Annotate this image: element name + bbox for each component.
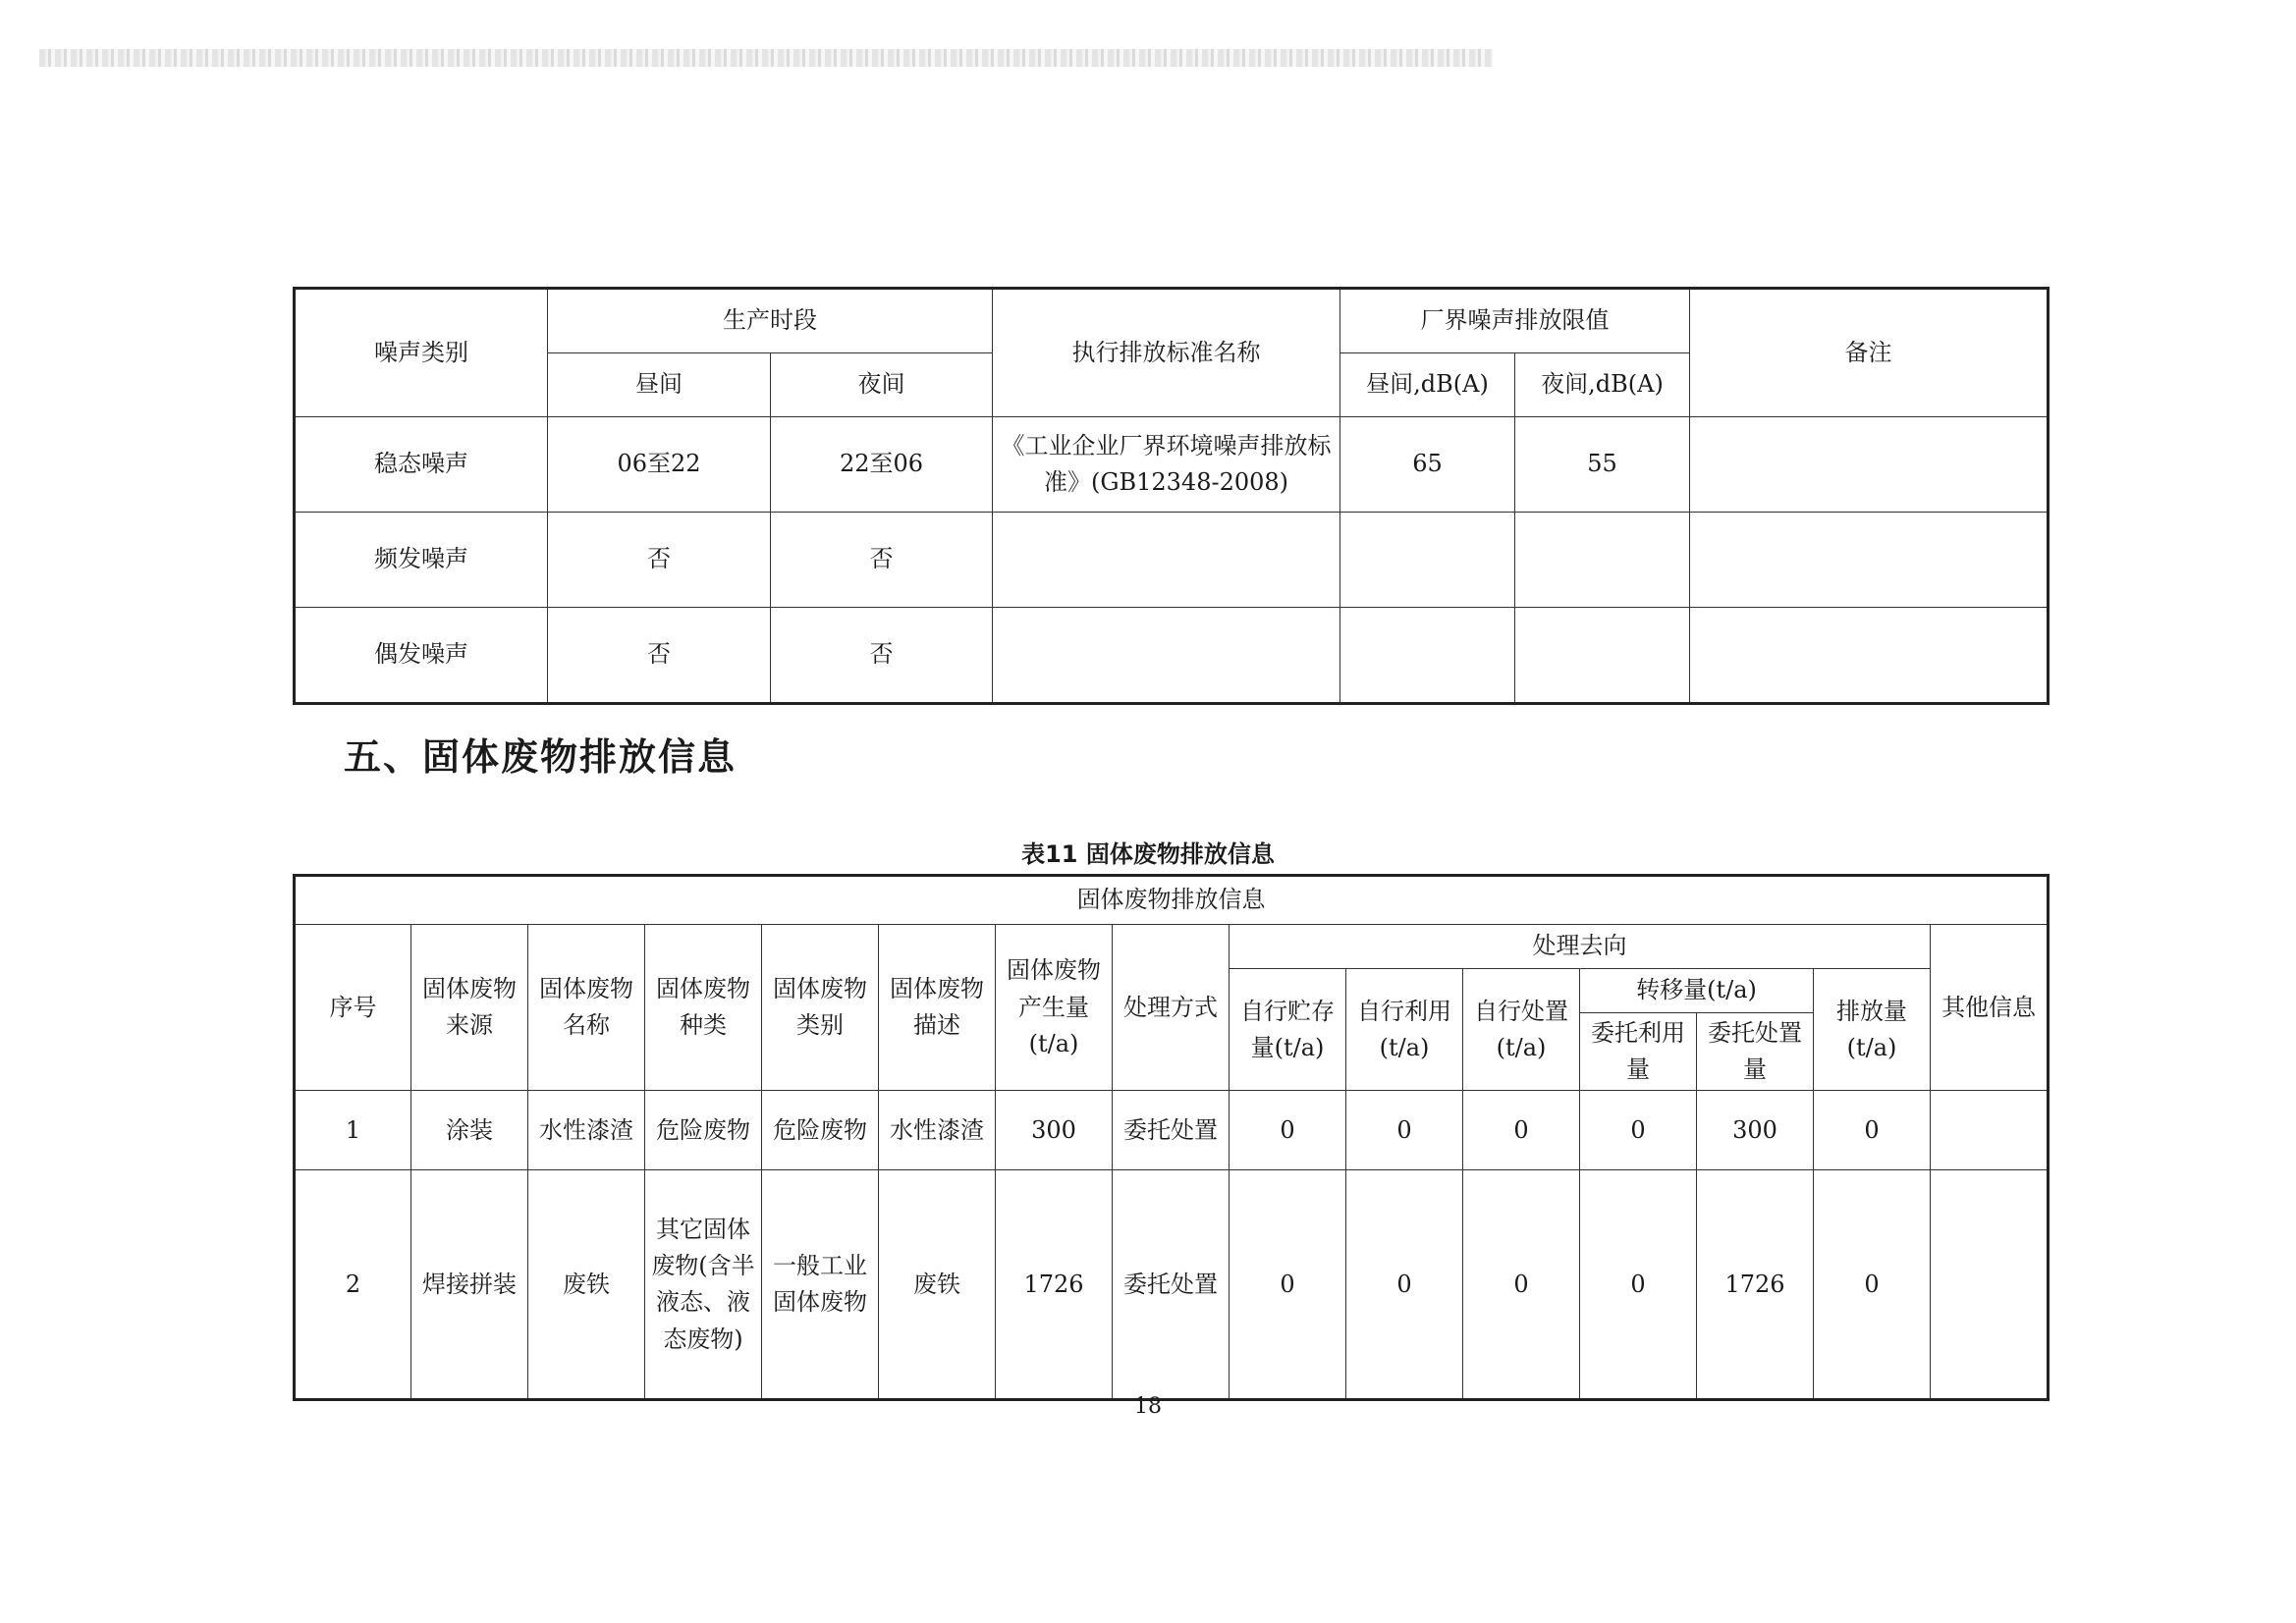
page-number: 18 <box>1134 1394 1162 1419</box>
method-cell: 委托处置 <box>1113 1170 1230 1400</box>
night-period-cell: 否 <box>771 513 993 608</box>
night-limit-cell <box>1515 513 1690 608</box>
entrusted-disposal-cell: 300 <box>1697 1091 1814 1170</box>
category-cell: 危险废物 <box>762 1091 879 1170</box>
emission-cell: 0 <box>1814 1091 1931 1170</box>
name-cell: 水性漆渣 <box>528 1091 645 1170</box>
standard-cell <box>993 513 1340 608</box>
day-period-cell: 否 <box>548 513 771 608</box>
table-row <box>295 417 2049 513</box>
standard-cell <box>993 608 1340 704</box>
other-cell <box>1931 1170 2049 1400</box>
scan-artifact-top <box>39 49 1493 67</box>
night-limit-cell: 55 <box>1515 417 1690 513</box>
table-caption: 表11 固体废物排放信息 <box>1021 840 1275 868</box>
description-cell: 水性漆渣 <box>879 1091 996 1170</box>
noise-category-cell: 稳态噪声 <box>295 417 548 513</box>
day-limit-cell <box>1340 608 1515 704</box>
amount-cell: 300 <box>996 1091 1113 1170</box>
table-row <box>295 1091 2049 1170</box>
section-heading: 五、固体废物排放信息 <box>344 735 738 779</box>
table-row <box>295 513 2049 608</box>
entrusted-disposal-cell: 1726 <box>1697 1170 1814 1400</box>
description-cell: 废铁 <box>879 1170 996 1400</box>
day-limit-cell: 65 <box>1340 417 1515 513</box>
header-self-storage: 自行贮存量(t/a) <box>1230 969 1346 1091</box>
source-cell: 焊接拼装 <box>411 1170 528 1400</box>
header-description: 固体废物描述 <box>879 925 996 1091</box>
seq-cell: 1 <box>295 1091 411 1170</box>
header-remarks: 备注 <box>1690 289 2049 417</box>
header-self-disposal: 自行处置(t/a) <box>1463 969 1580 1091</box>
solid-waste-table <box>293 874 2050 1401</box>
emission-cell: 0 <box>1814 1170 1931 1400</box>
header-destination: 处理去向 <box>1230 925 1931 969</box>
amount-cell: 1726 <box>996 1170 1113 1400</box>
header-night: 夜间 <box>771 353 993 417</box>
entrusted-use-cell: 0 <box>1580 1091 1697 1170</box>
noise-emission-table <box>293 287 2050 705</box>
seq-cell: 2 <box>295 1170 411 1400</box>
header-boundary-limit: 厂界噪声排放限值 <box>1340 289 1690 353</box>
remarks-cell <box>1690 417 2049 513</box>
table-row <box>295 608 2049 704</box>
kind-cell: 其它固体废物(含半液态、液态废物) <box>645 1170 762 1400</box>
header-night-limit: 夜间,dB(A) <box>1515 353 1690 417</box>
night-limit-cell <box>1515 608 1690 704</box>
header-seq: 序号 <box>295 925 411 1091</box>
header-source: 固体废物来源 <box>411 925 528 1091</box>
category-cell: 一般工业固体废物 <box>762 1170 879 1400</box>
self-storage-cell: 0 <box>1230 1170 1346 1400</box>
header-method: 处理方式 <box>1113 925 1230 1091</box>
self-disposal-cell: 0 <box>1463 1170 1580 1400</box>
method-cell: 委托处置 <box>1113 1091 1230 1170</box>
table-row <box>295 1170 2049 1400</box>
header-day-limit: 昼间,dB(A) <box>1340 353 1515 417</box>
source-cell: 涂装 <box>411 1091 528 1170</box>
remarks-cell <box>1690 513 2049 608</box>
name-cell: 废铁 <box>528 1170 645 1400</box>
header-other: 其他信息 <box>1931 925 2049 1091</box>
noise-category-cell: 偶发噪声 <box>295 608 548 704</box>
self-disposal-cell: 0 <box>1463 1091 1580 1170</box>
day-period-cell: 否 <box>548 608 771 704</box>
header-noise-category: 噪声类别 <box>295 289 548 417</box>
self-use-cell: 0 <box>1346 1091 1463 1170</box>
header-amount: 固体废物产生量(t/a) <box>996 925 1113 1091</box>
night-period-cell: 否 <box>771 608 993 704</box>
waste-table-title: 固体废物排放信息 <box>295 876 2049 925</box>
self-storage-cell: 0 <box>1230 1091 1346 1170</box>
kind-cell: 危险废物 <box>645 1091 762 1170</box>
remarks-cell <box>1690 608 2049 704</box>
noise-category-cell: 频发噪声 <box>295 513 548 608</box>
other-cell <box>1931 1091 2049 1170</box>
entrusted-use-cell: 0 <box>1580 1170 1697 1400</box>
header-category: 固体废物类别 <box>762 925 879 1091</box>
day-period-cell: 06至22 <box>548 417 771 513</box>
header-day: 昼间 <box>548 353 771 417</box>
day-limit-cell <box>1340 513 1515 608</box>
header-emission: 排放量(t/a) <box>1814 969 1931 1091</box>
header-entrusted-use: 委托利用量 <box>1580 1013 1697 1091</box>
header-standard-name: 执行排放标准名称 <box>993 289 1340 417</box>
self-use-cell: 0 <box>1346 1170 1463 1400</box>
night-period-cell: 22至06 <box>771 417 993 513</box>
header-production-period: 生产时段 <box>548 289 993 353</box>
header-self-use: 自行利用(t/a) <box>1346 969 1463 1091</box>
header-kind: 固体废物种类 <box>645 925 762 1091</box>
header-name: 固体废物名称 <box>528 925 645 1091</box>
header-transfer: 转移量(t/a) <box>1580 969 1814 1013</box>
standard-cell: 《工业企业厂界环境噪声排放标准》(GB12348-2008) <box>993 417 1340 513</box>
header-entrusted-disposal: 委托处置量 <box>1697 1013 1814 1091</box>
